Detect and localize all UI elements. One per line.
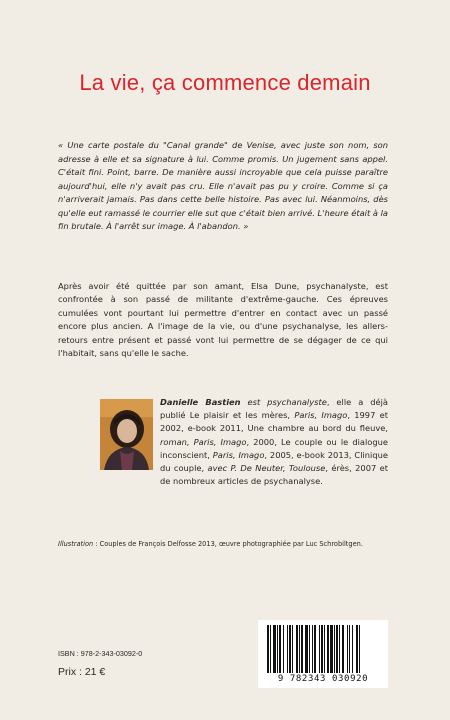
credit-label: Illustration (58, 540, 94, 548)
author-photo (100, 399, 153, 470)
credit-text: : Couples de François Delfosse 2013, œuvre photographiée par Luc Schrobiltgen. (93, 540, 363, 548)
book-title: La vie, ça commence demain (79, 70, 371, 95)
excerpt-quote: « Une carte postale du "Canal grande" de Venise, avec juste son nom, son adresse à elle et sa signature à lui. Comme promis. Un jugement sans appel. C'était fini. Point, barre. De manière aussi incroyable que cela puisse paraître aujourd'hui, elle n'y avait pas cru. Elle n'avait pas pu y croire. Comme si ça n'arriverait jamais. Pas dans cette belle histoire. Pas avec lui. Néanmoins, dès qu'elle eut ramassé le courrier elle sut que c'était bien arrivé. L'heure était à la fin brutale. À l'arrêt sur image. À l'abandon. » (58, 140, 388, 231)
barcode (258, 620, 388, 688)
barcode-digits: 9 782343 030920 (277, 674, 369, 684)
book-summary: Après avoir été quittée par son amant, Elsa Dune, psychanalyste, est confrontée à son passé de militante d'extrême-gauche. Ces épreuves cumulées vont pourtant lui permettre d'entrer en contact avec un passé encore plus ancien. A l'image de la vie, ou d'une psychanalyse, les allers-retours entre présent et passé vont lui permettre de se dégager de ce qui l'habitait, sans qu'elle le sache. (58, 281, 388, 359)
author-bio: Danielle Bastien est psychanalyste, elle a déjà publié Le plaisir et les mères, Paris, Imago, 1997 et 2002, e-book 2011, Une chambre au bord du fleuve, roman, Paris, Imago, 2000, Le couple ou le dialogue inconscient, Paris, Imago, 2005, e-book 2013, Clinique du couple, avec P. De Neuter, Toulouse, érès, 2007 et de nombreux articles de psychanalyse. (160, 397, 389, 487)
author-name: Danielle Bastien (160, 397, 241, 407)
author-portrait-image (100, 399, 153, 470)
isbn-number: ISBN : 978-2-343-03092-0 (58, 649, 143, 658)
barcode-bars (267, 625, 379, 673)
illustration-credit (58, 539, 388, 550)
price-label: Prix : 21 € (58, 666, 106, 678)
